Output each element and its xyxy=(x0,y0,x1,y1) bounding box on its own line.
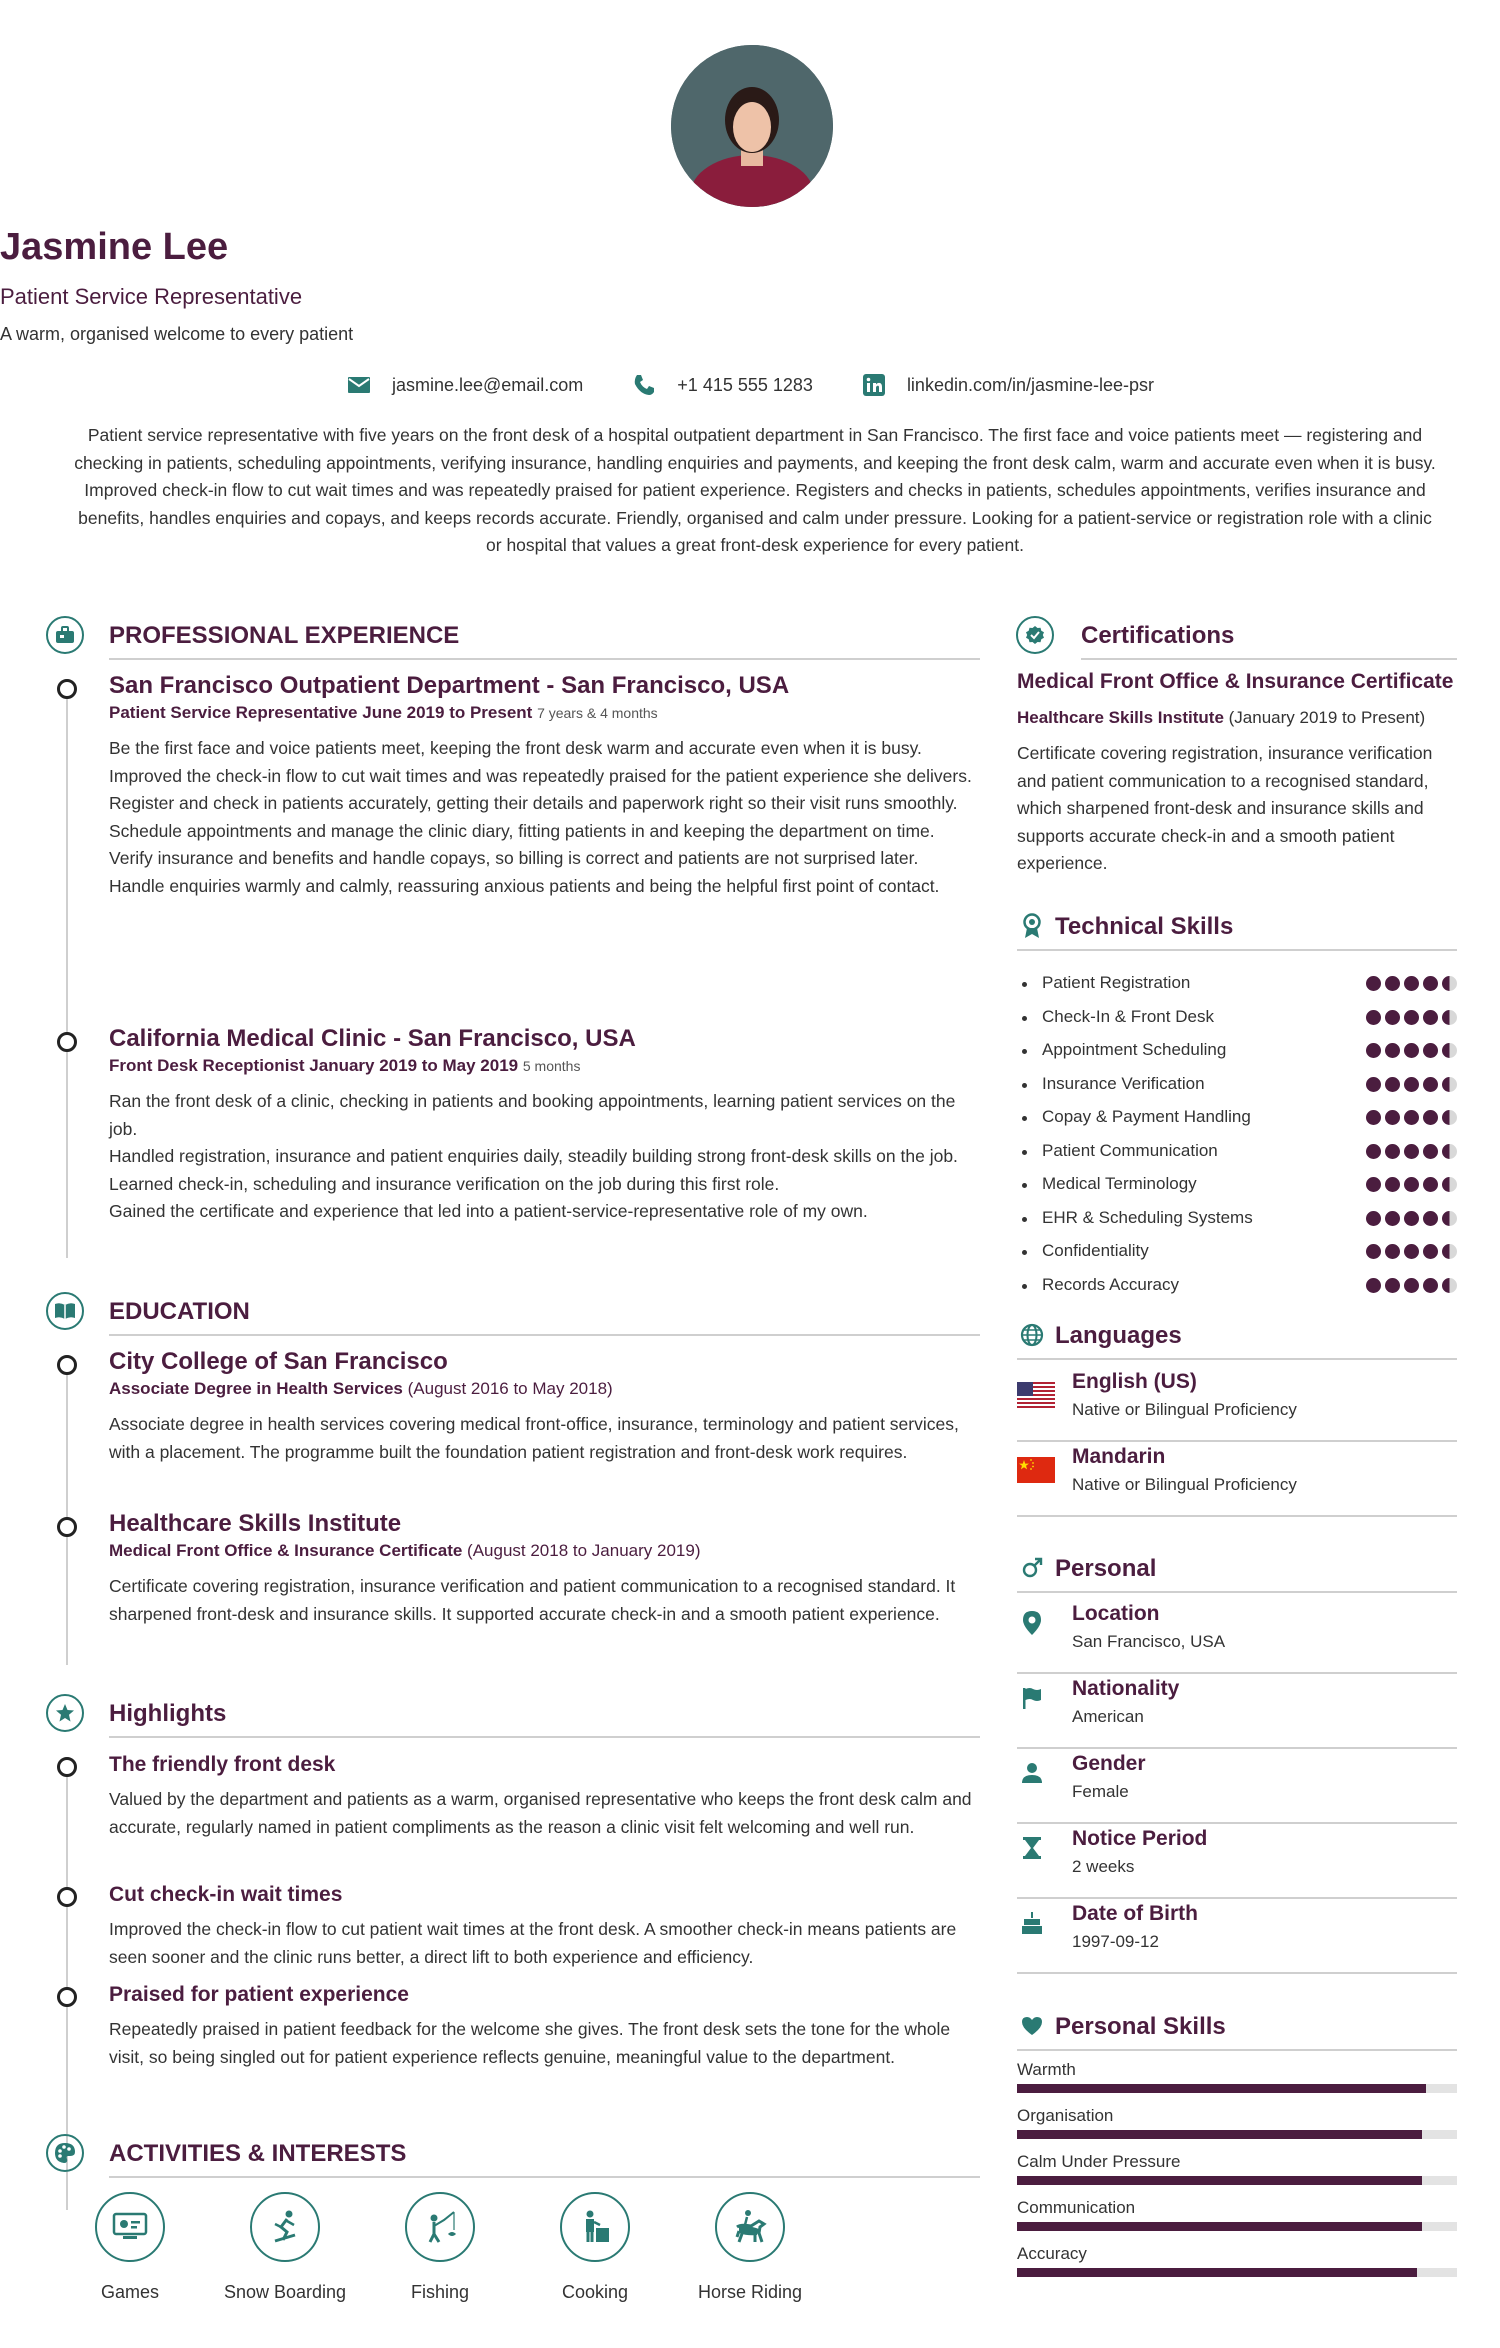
bullet xyxy=(1022,1284,1027,1289)
activities-heading: ACTIVITIES & INTERESTS xyxy=(109,2140,407,2167)
personal-label: Nationality xyxy=(1072,1677,1180,1700)
job-role: Front Desk Receptionist xyxy=(109,1056,305,1075)
china-flag-icon xyxy=(1017,1457,1055,1483)
linkedin-icon xyxy=(861,372,887,398)
activities-section-header xyxy=(40,2130,980,2176)
item-divider xyxy=(1017,1822,1457,1824)
certificate-title: Medical Front Office & Insurance Certificate xyxy=(1017,670,1454,693)
rating-dot xyxy=(1423,1144,1438,1159)
language-item xyxy=(1017,1445,1457,1517)
section-divider xyxy=(1017,1591,1457,1593)
skill-rating-dots xyxy=(1366,1144,1457,1159)
section-divider xyxy=(1017,949,1457,951)
tagline: A warm, organised welcome to every patient xyxy=(0,324,354,344)
rating-dot xyxy=(1385,1010,1400,1025)
activity-item xyxy=(370,2192,510,2303)
certificate-issuer-line xyxy=(1017,708,1425,728)
highlights-heading: Highlights xyxy=(109,1700,227,1727)
activity-label: Fishing xyxy=(410,2282,470,2302)
item-divider xyxy=(1017,1972,1457,1974)
highlight-title: Praised for patient experience xyxy=(109,1983,409,2006)
rating-dot xyxy=(1442,1144,1457,1159)
degree-name: Medical Front Office & Insurance Certificate xyxy=(109,1541,463,1560)
section-divider xyxy=(109,2176,980,2178)
rating-dot xyxy=(1366,1010,1381,1025)
activities-list xyxy=(60,2192,940,2312)
skill-rating-dots xyxy=(1366,976,1457,991)
skill-bar-fill xyxy=(1017,2176,1422,2185)
timeline-dot xyxy=(57,1887,77,1907)
timeline-dot xyxy=(57,1355,77,1375)
language-name: English (US) xyxy=(1072,1370,1197,1393)
experience-heading: PROFESSIONAL EXPERIENCE xyxy=(109,622,460,649)
job-title-company: California Medical Clinic - San Francisco, USA xyxy=(109,1025,636,1052)
globe-icon xyxy=(1017,1320,1047,1350)
email-text: jasmine.lee@email.com xyxy=(391,374,584,395)
highlight-entry xyxy=(109,1750,979,1841)
job-bullet: Improved the check-in flow to cut wait times and was repeatedly praised for the patient experience she delivers. xyxy=(109,765,972,786)
skill-bar-fill xyxy=(1017,2222,1422,2231)
technical-skill-name: Check-In & Front Desk xyxy=(1042,1006,1214,1026)
personal-item xyxy=(1017,1602,1457,1674)
personal-skill-item xyxy=(1017,2244,1457,2290)
bullet xyxy=(1022,1183,1027,1188)
rating-dot xyxy=(1385,1211,1400,1226)
rating-dot xyxy=(1423,1177,1438,1192)
rating-dot xyxy=(1404,1077,1419,1092)
technical-skill-name: Copay & Payment Handling xyxy=(1042,1107,1251,1126)
languages-section-header xyxy=(1017,1312,1457,1358)
activity-label: Snow Boarding xyxy=(223,2282,347,2302)
degree-line xyxy=(109,1377,979,1401)
personal-skill-name: Calm Under Pressure xyxy=(1017,2152,1181,2171)
bullet xyxy=(1022,1016,1027,1021)
technical-skill-item xyxy=(1017,1037,1457,1065)
technical-skill-item xyxy=(1017,1238,1457,1266)
rating-dot xyxy=(1385,1043,1400,1058)
personal-value: American xyxy=(1072,1707,1144,1726)
rating-dot xyxy=(1442,1077,1457,1092)
item-divider xyxy=(1017,1672,1457,1674)
bullet xyxy=(1022,1116,1027,1121)
activity-label: Horse Riding xyxy=(697,2282,803,2302)
highlight-description: Repeatedly praised in patient feedback for the welcome she gives. The front desk sets the tone for the whole visit, so being singled out for patient experience reflects genuine, meaningful value to the department. xyxy=(109,2019,951,2067)
timeline-dot xyxy=(57,1032,77,1052)
job-bullet: Gained the certificate and experience that led into a patient-service-representative role of my own. xyxy=(109,1201,868,1221)
skill-bar-track xyxy=(1017,2222,1457,2231)
job-bullets xyxy=(109,735,979,900)
personal-skill-item xyxy=(1017,2152,1457,2198)
education-section-header xyxy=(40,1288,980,1334)
degree-dates: (August 2016 to May 2018) xyxy=(407,1379,613,1398)
rating-dot xyxy=(1442,1043,1457,1058)
skill-rating-dots xyxy=(1366,1110,1457,1125)
personal-item xyxy=(1017,1827,1457,1899)
item-divider xyxy=(1017,1515,1457,1517)
technical-skill-name: Confidentiality xyxy=(1042,1241,1149,1260)
rating-dot xyxy=(1385,1077,1400,1092)
activity-item xyxy=(215,2192,355,2303)
certificate-description: Certificate covering registration, insurance verification and patient communication to a recognised standard, which sharpened front-desk and insurance skills and supports accurate check-in and a smooth patient experience. xyxy=(1017,743,1433,873)
job-bullet: Learned check-in, scheduling and insurance verification on the job during this first role. xyxy=(109,1173,780,1194)
job-title: Patient Service Representative xyxy=(0,284,303,309)
certifications-section-header xyxy=(1017,612,1457,658)
personal-skill-name: Warmth xyxy=(1017,2060,1076,2079)
degree-line xyxy=(109,1539,979,1563)
degree-name: Associate Degree in Health Services xyxy=(109,1379,403,1398)
job-entry xyxy=(109,1024,979,1226)
rating-dot xyxy=(1442,1244,1457,1259)
bullet xyxy=(1022,1150,1027,1155)
education-timeline xyxy=(66,1365,68,1665)
highlight-description: Improved the check-in flow to cut patient wait times at the front desk. A smoother check-in means patients are seen sooner and the clinic runs better, a direct lift to both experience and efficiency. xyxy=(109,1919,957,1967)
highlight-entry xyxy=(109,1980,979,2071)
rating-dot xyxy=(1442,1211,1457,1226)
skill-bar-fill xyxy=(1017,2130,1422,2139)
language-item xyxy=(1017,1370,1457,1442)
personal-skill-item xyxy=(1017,2060,1457,2106)
education-entry xyxy=(109,1509,979,1628)
palette-icon xyxy=(46,2134,84,2172)
timeline-dot xyxy=(57,1987,77,2007)
personal-value: 1997-09-12 xyxy=(1072,1932,1159,1951)
timeline-dot xyxy=(57,1517,77,1537)
rating-dot xyxy=(1366,1077,1381,1092)
skill-bar-fill xyxy=(1017,2268,1417,2277)
contact-linkedin[interactable] xyxy=(861,372,1154,398)
bullet xyxy=(1022,1217,1027,1222)
linkedin-text: linkedin.com/in/jasmine-lee-psr xyxy=(906,374,1155,395)
technical-skill-name: Records Accuracy xyxy=(1042,1274,1179,1294)
section-divider xyxy=(109,1334,980,1336)
rating-dot xyxy=(1366,976,1381,991)
language-level: Native or Bilingual Proficiency xyxy=(1072,1475,1297,1494)
technical-skill-item xyxy=(1017,970,1457,998)
rating-dot xyxy=(1442,1177,1457,1192)
rating-dot xyxy=(1442,1278,1457,1293)
email-icon xyxy=(346,372,372,398)
school-name: Healthcare Skills Institute xyxy=(109,1510,402,1537)
skill-bar-track xyxy=(1017,2268,1457,2277)
profile-summary: Patient service representative with five years on the front desk of a hospital outpatient department in San Francisco. The first face and voice patients meet — registering and checking in patients, scheduling appointments, verifying insurance, handling enquiries and payments, and keeping the front desk calm, warm and accurate even when it is busy. Improved check-in flow to cut wait times and was repeatedly praised for patient experience. Registers and checks in patients, schedules appointments, verifies insurance and benefits, handles enquiries and copays, and keeps records accurate. Friendly, organised and calm under pressure. Looking for a patient-service or registration role with a clinic or hospital that values a great front-desk experience for every patient. xyxy=(74,425,1436,555)
hourglass-icon xyxy=(1017,1833,1047,1863)
personal-label: Date of Birth xyxy=(1072,1902,1198,1925)
skill-bar-track xyxy=(1017,2130,1457,2139)
personal-skill-name: Accuracy xyxy=(1017,2244,1087,2263)
rating-dot xyxy=(1423,1077,1438,1092)
technical-skill-item xyxy=(1017,1071,1457,1099)
job-bullet: Be the first face and voice patients meet, keeping the front desk warm and accurate even when it is busy. xyxy=(109,738,922,758)
experience-section-header xyxy=(40,612,980,658)
star-icon xyxy=(46,1694,84,1732)
job-role: Patient Service Representative xyxy=(109,703,358,722)
job-bullet: Handle enquiries warmly and calmly, reassuring anxious patients and being the helpful first point of contact. xyxy=(109,875,940,896)
personal-value: San Francisco, USA xyxy=(1072,1632,1226,1651)
certificate-dates: (January 2019 to Present) xyxy=(1228,708,1426,727)
games-icon xyxy=(95,2192,165,2262)
rating-dot xyxy=(1423,1244,1438,1259)
timeline-dot xyxy=(57,679,77,699)
job-role-line xyxy=(109,701,979,725)
item-divider xyxy=(1017,1897,1457,1899)
skill-rating-dots xyxy=(1366,1077,1457,1092)
rating-dot xyxy=(1366,1043,1381,1058)
rating-dot xyxy=(1404,1144,1419,1159)
horse-riding-icon xyxy=(715,2192,785,2262)
education-description: Associate degree in health services covering medical front-office, insurance, terminology and patient services, with a placement. The programme built the foundation patient registration and front-desk work requires. xyxy=(109,1414,959,1462)
rating-dot xyxy=(1404,1278,1419,1293)
education-description: Certificate covering registration, insurance verification and patient communication to a recognised standard. It sharpened front-desk and insurance skills. It supported accurate check-in and a smooth patient experience. xyxy=(109,1576,956,1624)
personal-skills-heading: Personal Skills xyxy=(1055,2013,1226,2040)
technical-skill-item xyxy=(1017,1104,1457,1132)
candidate-name: Jasmine Lee xyxy=(0,226,229,268)
book-icon xyxy=(46,1292,84,1330)
skill-rating-dots xyxy=(1366,1278,1457,1293)
technical-skills-section-header xyxy=(1017,903,1457,949)
rating-dot xyxy=(1385,1177,1400,1192)
technical-skill-item xyxy=(1017,1171,1457,1199)
experience-timeline xyxy=(66,688,68,1258)
heart-icon xyxy=(1017,2011,1047,2041)
rating-dot xyxy=(1385,976,1400,991)
technical-skill-name: EHR & Scheduling Systems xyxy=(1042,1207,1253,1227)
job-bullet: Handled registration, insurance and patient enquiries daily, steadily building strong front-desk skills on the job. xyxy=(109,1146,958,1166)
technical-skill-name: Patient Registration xyxy=(1042,973,1191,992)
certificate-badge-icon xyxy=(1016,616,1054,654)
bullet xyxy=(1022,1083,1027,1088)
job-bullet: Register and check in patients accurately, getting their details and paperwork right so their visit runs smoothly. xyxy=(109,793,958,813)
personal-item xyxy=(1017,1752,1457,1824)
rating-dot xyxy=(1404,1244,1419,1259)
section-divider xyxy=(1081,658,1457,660)
rating-dot xyxy=(1404,1010,1419,1025)
rating-dot xyxy=(1385,1278,1400,1293)
technical-skill-item xyxy=(1017,1205,1457,1233)
gender-male-icon xyxy=(1017,1553,1047,1583)
rating-dot xyxy=(1404,1177,1419,1192)
personal-label: Location xyxy=(1072,1602,1160,1625)
skill-rating-dots xyxy=(1366,1177,1457,1192)
skill-bar-track xyxy=(1017,2084,1457,2093)
rating-dot xyxy=(1404,976,1419,991)
highlight-entry xyxy=(109,1880,979,1971)
rating-dot xyxy=(1423,1110,1438,1125)
job-bullets xyxy=(109,1088,979,1226)
rating-dot xyxy=(1423,1043,1438,1058)
rating-dot xyxy=(1423,1278,1438,1293)
contact-bar xyxy=(0,372,1500,398)
technical-skill-name: Appointment Scheduling xyxy=(1042,1040,1227,1059)
rating-dot xyxy=(1423,1010,1438,1025)
skill-bar-fill xyxy=(1017,2084,1426,2093)
languages-heading: Languages xyxy=(1055,1322,1182,1349)
activity-label: Games xyxy=(100,2282,160,2302)
personal-label: Gender xyxy=(1072,1752,1146,1775)
profile-photo xyxy=(671,45,833,207)
rating-dot xyxy=(1423,976,1438,991)
highlights-section-header xyxy=(40,1690,980,1736)
technical-skill-name: Medical Terminology xyxy=(1042,1174,1197,1193)
activity-label: Cooking xyxy=(561,2282,629,2302)
certifications-heading: Certifications xyxy=(1081,622,1235,649)
rating-dot xyxy=(1442,1110,1457,1125)
skill-rating-dots xyxy=(1366,1043,1457,1058)
person-icon xyxy=(1017,1758,1047,1788)
technical-skill-name: Patient Communication xyxy=(1042,1140,1218,1160)
personal-heading: Personal xyxy=(1055,1555,1157,1582)
fishing-icon xyxy=(405,2192,475,2262)
personal-skill-name: Communication xyxy=(1017,2198,1136,2217)
highlight-title: The friendly front desk xyxy=(109,1753,336,1776)
rating-dot xyxy=(1404,1043,1419,1058)
job-dates: June 2019 to Present xyxy=(362,703,533,722)
job-bullet: Ran the front desk of a clinic, checking in patients and booking appointments, learning patient services on the job. xyxy=(109,1091,956,1139)
us-flag-icon xyxy=(1017,1382,1055,1408)
activity-item xyxy=(525,2192,665,2303)
activity-item xyxy=(680,2192,820,2303)
degree-dates: (August 2018 to January 2019) xyxy=(467,1541,701,1560)
personal-value: Female xyxy=(1072,1782,1129,1801)
rating-dot xyxy=(1366,1211,1381,1226)
birthday-cake-icon xyxy=(1017,1908,1047,1938)
briefcase-icon xyxy=(46,616,84,654)
job-role-line xyxy=(109,1054,979,1078)
job-dates: January 2019 to May 2019 xyxy=(309,1056,519,1075)
item-divider xyxy=(1017,1440,1457,1442)
job-duration: 7 years & 4 months xyxy=(537,705,658,721)
cooking-icon xyxy=(560,2192,630,2262)
activity-item xyxy=(60,2192,200,2303)
bullet xyxy=(1022,1049,1027,1054)
job-bullet: Verify insurance and benefits and handle copays, so billing is correct and patients are not surprised later. xyxy=(109,848,919,868)
job-bullet: Schedule appointments and manage the clinic diary, fitting patients in and keeping the department on time. xyxy=(109,820,935,841)
job-duration: 5 months xyxy=(522,1058,581,1074)
personal-section-header xyxy=(1017,1545,1457,1591)
section-divider xyxy=(1017,2049,1457,2051)
location-pin-icon xyxy=(1017,1608,1047,1638)
rating-dot xyxy=(1366,1244,1381,1259)
bullet xyxy=(1022,1250,1027,1255)
contact-phone[interactable] xyxy=(631,372,813,398)
job-entry xyxy=(109,671,979,900)
skill-rating-dots xyxy=(1366,1244,1457,1259)
personal-item xyxy=(1017,1677,1457,1749)
rating-dot xyxy=(1385,1110,1400,1125)
skill-rating-dots xyxy=(1366,1211,1457,1226)
technical-skill-item xyxy=(1017,1272,1457,1300)
personal-label: Notice Period xyxy=(1072,1827,1208,1850)
phone-icon xyxy=(631,372,657,398)
job-title-company: San Francisco Outpatient Department - San Francisco, USA xyxy=(109,672,790,699)
technical-skill-name: Insurance Verification xyxy=(1042,1073,1205,1093)
rating-dot xyxy=(1442,976,1457,991)
contact-email[interactable] xyxy=(346,372,583,398)
skill-bar-track xyxy=(1017,2176,1457,2185)
rating-dot xyxy=(1366,1177,1381,1192)
rating-dot xyxy=(1366,1278,1381,1293)
personal-skill-item xyxy=(1017,2198,1457,2244)
rating-dot xyxy=(1404,1211,1419,1226)
rating-dot xyxy=(1366,1110,1381,1125)
personal-value: 2 weeks xyxy=(1072,1857,1135,1876)
school-name: City College of San Francisco xyxy=(109,1348,448,1375)
personal-item xyxy=(1017,1902,1457,1974)
technical-skill-item xyxy=(1017,1004,1457,1032)
timeline-dot xyxy=(57,1757,77,1777)
rating-dot xyxy=(1423,1211,1438,1226)
technical-skills-heading: Technical Skills xyxy=(1055,913,1234,940)
highlight-title: Cut check-in wait times xyxy=(109,1883,343,1906)
rating-dot xyxy=(1385,1144,1400,1159)
snowboarding-icon xyxy=(250,2192,320,2262)
technical-skill-item xyxy=(1017,1138,1457,1166)
language-name: Mandarin xyxy=(1072,1445,1166,1468)
personal-skill-name: Organisation xyxy=(1017,2106,1114,2125)
rating-dot xyxy=(1385,1244,1400,1259)
award-ribbon-icon xyxy=(1017,911,1047,941)
education-entry xyxy=(109,1347,979,1466)
skill-rating-dots xyxy=(1366,1010,1457,1025)
rating-dot xyxy=(1442,1010,1457,1025)
item-divider xyxy=(1017,1747,1457,1749)
bullet xyxy=(1022,982,1027,987)
certificate-issuer: Healthcare Skills Institute xyxy=(1017,708,1224,727)
language-level: Native or Bilingual Proficiency xyxy=(1072,1400,1297,1419)
education-heading: EDUCATION xyxy=(109,1298,250,1325)
highlight-description: Valued by the department and patients as a warm, organised representative who keeps the front desk calm and accurate, regularly named in patient compliments as the reason a clinic visit felt welcoming and well run. xyxy=(109,1789,972,1837)
section-divider xyxy=(109,658,980,660)
personal-skill-item xyxy=(1017,2106,1457,2152)
section-divider xyxy=(1017,1358,1457,1360)
rating-dot xyxy=(1404,1110,1419,1125)
phone-text: +1 415 555 1283 xyxy=(677,374,813,395)
rating-dot xyxy=(1366,1144,1381,1159)
personal-skills-section-header xyxy=(1017,2003,1457,2049)
section-divider xyxy=(109,1736,980,1738)
flag-icon xyxy=(1017,1683,1047,1713)
